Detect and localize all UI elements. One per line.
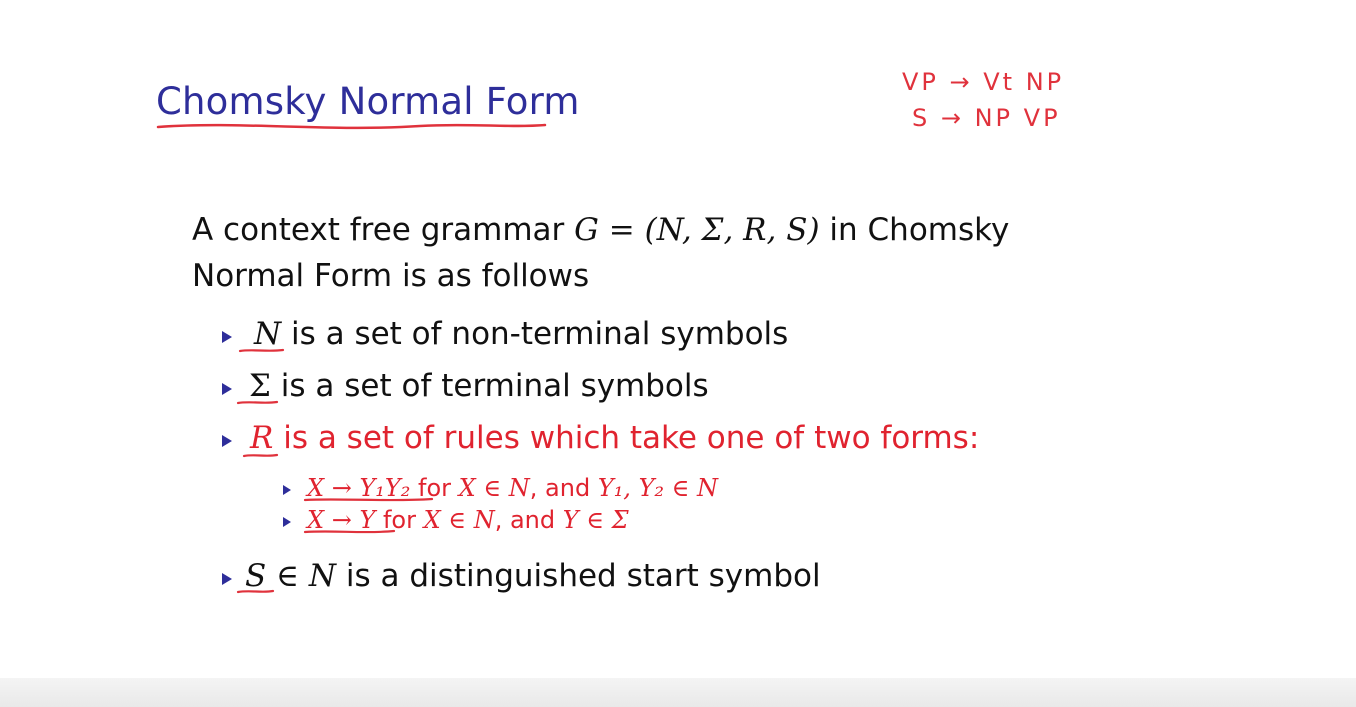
video-bottom-bar xyxy=(0,678,1356,707)
rule-and: , and xyxy=(494,506,556,534)
intro-text-start: A context free grammar xyxy=(192,212,565,248)
bullet-terminals xyxy=(249,368,709,404)
rule-cond-1: X ∈ N xyxy=(458,474,530,502)
sub-bullet-triangle-icon xyxy=(283,485,291,495)
bullet-text: is a distinguished start symbol xyxy=(345,558,821,594)
symbol-S-membership: ∈ N xyxy=(276,558,337,594)
rule-cond-1: X ∈ N xyxy=(423,506,495,534)
rule-for: for xyxy=(418,474,452,502)
bullet-text: is a set of rules which take one of two forms: xyxy=(283,420,980,456)
bullet-text: is a set of non-terminal symbols xyxy=(290,316,789,352)
rule-cond-2: Y₁, Y₂ ∈ N xyxy=(597,474,719,502)
symbol-N: N xyxy=(254,316,282,352)
bullet-triangle-icon xyxy=(222,435,232,447)
bullet-text: is a set of terminal symbols xyxy=(280,368,709,404)
symbol-sigma: Σ xyxy=(249,368,271,404)
intro-text-end: in Chomsky xyxy=(829,212,1010,248)
rule-binary xyxy=(307,474,718,502)
rule-unary-production: X → Y xyxy=(307,506,376,534)
bullet-nonterminals xyxy=(254,316,788,352)
handwritten-note-vp-rule: VP → Vt NP xyxy=(902,68,1065,96)
rule-unary xyxy=(307,506,629,534)
slide-title: Chomsky Normal Form xyxy=(156,80,580,123)
title-underline xyxy=(158,125,545,128)
intro-line-1 xyxy=(192,212,1009,248)
grammar-tuple: G = (N, Σ, R, S) xyxy=(574,212,820,248)
bullet-start-symbol xyxy=(245,558,821,594)
bullet-triangle-icon xyxy=(222,573,232,585)
rule-cond-2: Y ∈ Σ xyxy=(562,506,629,534)
sub-bullet-triangle-icon xyxy=(283,517,291,527)
symbol-R: R xyxy=(250,420,274,456)
rule-for: for xyxy=(382,506,416,534)
handwritten-note-s-rule: S → NP VP xyxy=(912,104,1061,132)
symbol-S: S xyxy=(245,558,267,594)
rule-and: , and xyxy=(529,474,591,502)
bullet-triangle-icon xyxy=(222,331,232,343)
intro-line-2: Normal Form is as follows xyxy=(192,258,590,294)
bullet-rules xyxy=(250,420,979,456)
rule-binary-production: X → Y₁Y₂ xyxy=(307,474,411,502)
bullet-triangle-icon xyxy=(222,383,232,395)
